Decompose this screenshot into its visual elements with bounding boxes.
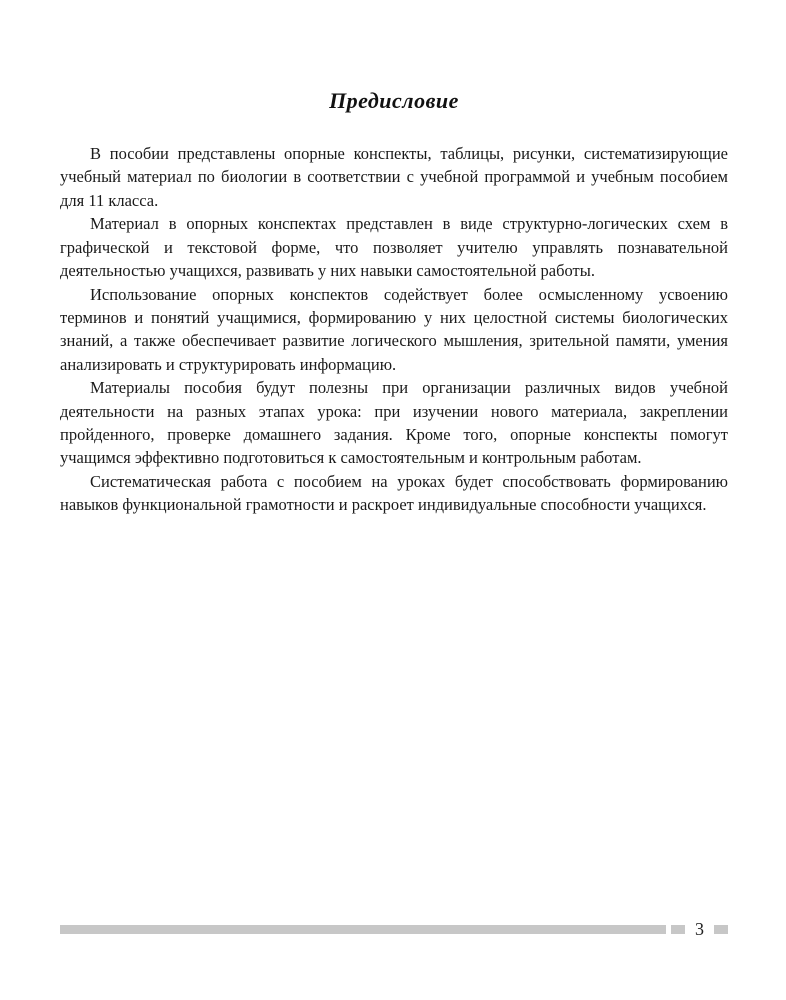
footer-rule	[60, 925, 666, 934]
footer-rule-segment	[714, 925, 728, 934]
paragraph: Систематическая работа с пособием на уроках будет способствовать формированию навыков функциональной грамотности и раскроет индивидуальные способности учащихся.	[60, 471, 728, 515]
footer-rule-segment	[671, 925, 685, 934]
paragraph: В пособии представлены опорные конспекты, таблицы, рисунки, систематизирующие учебный материал по биологии в соответствии с учебной программой и учебным пособием для 11 класса.	[60, 144, 728, 210]
page-title: Предисловие	[329, 88, 459, 113]
book-page	[60, 0, 728, 1000]
page-footer	[60, 920, 728, 938]
paragraph: Материалы пособия будут полезны при организации различных видов учебной деятельности на разных этапах урока: при изучении нового материала, закреплении пройденного, проверке домашнего задания. Кроме того, опорные конспекты помогут учащимся эффективно подготовиться к самостоятельным и контрольным работам.	[60, 378, 728, 468]
paragraph: Использование опорных конспектов содействует более осмысленному усвоению терминов и понятий учащимися, формированию у них целостной системы биологических знаний, а также обеспечивает развитие логического мышления, зрительной памяти, умения анализировать и структурировать информацию.	[60, 284, 728, 374]
page-number: 3	[695, 919, 704, 939]
preface-text	[60, 142, 728, 517]
paragraph: Материал в опорных конспектах представлен в виде структурно-логических схем в графической и текстовой форме, что позволяет учителю управлять познавательной деятельностью учащихся, развивать у них навыки самостоятельной работы.	[60, 214, 728, 281]
